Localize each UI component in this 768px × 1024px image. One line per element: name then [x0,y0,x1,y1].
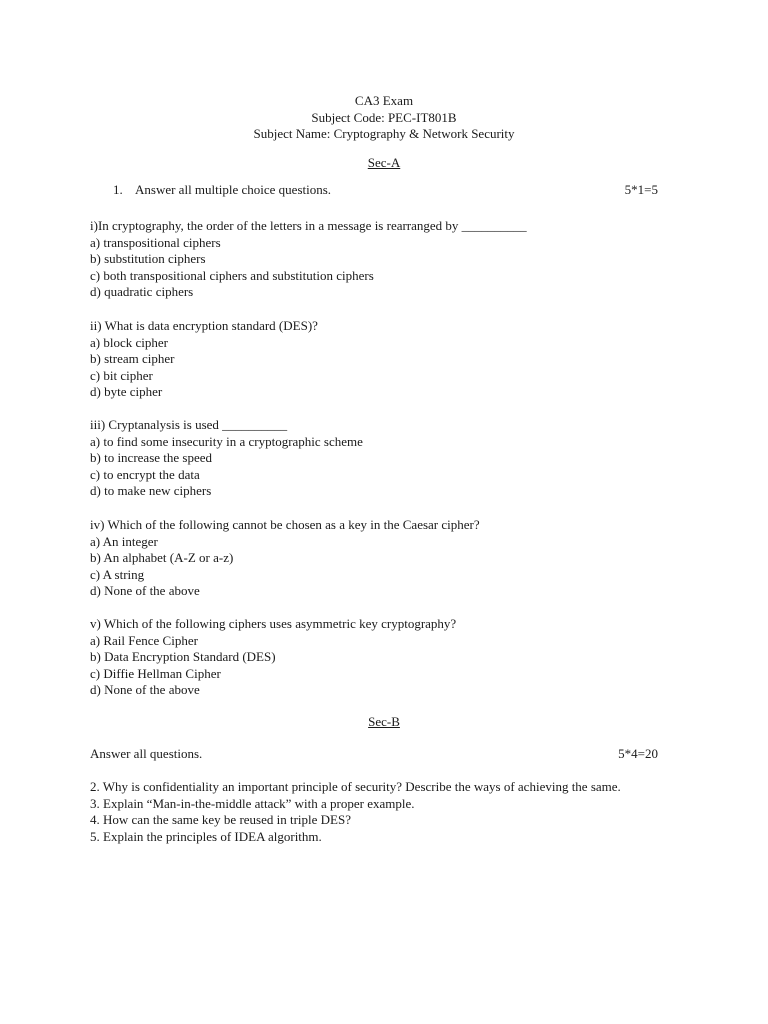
option: b) substitution ciphers [90,251,206,266]
option: d) None of the above [90,682,200,697]
section-a-title: Sec-A [367,155,401,170]
subject-name: Subject Name: Cryptography & Network Security [253,126,515,141]
option: b) Data Encryption Standard (DES) [90,649,276,664]
question-text: 3. Explain “Man-in-the-middle attack” with a proper example. [90,795,415,811]
option: c) both transpositional ciphers and substitution ciphers [90,267,374,283]
instruction-number: 1. [113,182,123,197]
question-block-4 [90,517,690,600]
question-text: ii) What is data encryption standard (DES)? [90,318,318,333]
question-text: 2. Why is confidentiality an important principle of security? Describe the ways of achieving the same. [90,779,621,794]
section-b-title: Sec-B [368,714,400,729]
option: b) stream cipher [90,351,175,366]
question-block-2 [90,318,690,401]
option: c) bit cipher [90,367,153,383]
subject-code: Subject Code: PEC-IT801B [311,109,457,125]
option: d) quadratic ciphers [90,284,194,299]
option: a) Rail Fence Cipher [90,632,198,648]
question-text: 4. How can the same key be reused in triple DES? [90,812,352,827]
question-text: iv) Which of the following cannot be chosen as a key in the Caesar cipher? [90,517,480,532]
question-text: v) Which of the following ciphers uses asymmetric key cryptography? [90,616,457,631]
exam-header [0,93,768,143]
option: a) An integer [90,533,158,549]
section-b-questions [90,779,710,845]
option: a) block cipher [90,334,168,350]
instruction-text: Answer all questions. [90,746,203,761]
option: d) byte cipher [90,384,163,399]
question-text: 5. Explain the principles of IDEA algorithm. [90,828,322,844]
section-b-marks: 5*4=20 [618,746,658,761]
section-a-marks: 5*1=5 [624,182,658,197]
option: a) to find some insecurity in a cryptographic scheme [90,433,363,449]
option: d) to make new ciphers [90,483,212,498]
option: d) None of the above [90,583,200,598]
option: c) A string [90,566,145,582]
question-block-3 [90,417,690,500]
question-block-1 [90,218,690,301]
option: b) to increase the speed [90,450,213,465]
exam-title: CA3 Exam [354,93,414,108]
option: c) Diffie Hellman Cipher [90,665,221,681]
option: b) An alphabet (A-Z or a-z) [90,550,234,565]
instruction-text: Answer all multiple choice questions. [135,182,332,197]
option: a) transpositional ciphers [90,234,221,250]
option: c) to encrypt the data [90,466,200,482]
question-block-5 [90,616,690,699]
question-text: iii) Cryptanalysis is used __________ [90,417,288,432]
question-text: i)In cryptography, the order of the letters in a message is rearranged by __________ [90,218,527,233]
